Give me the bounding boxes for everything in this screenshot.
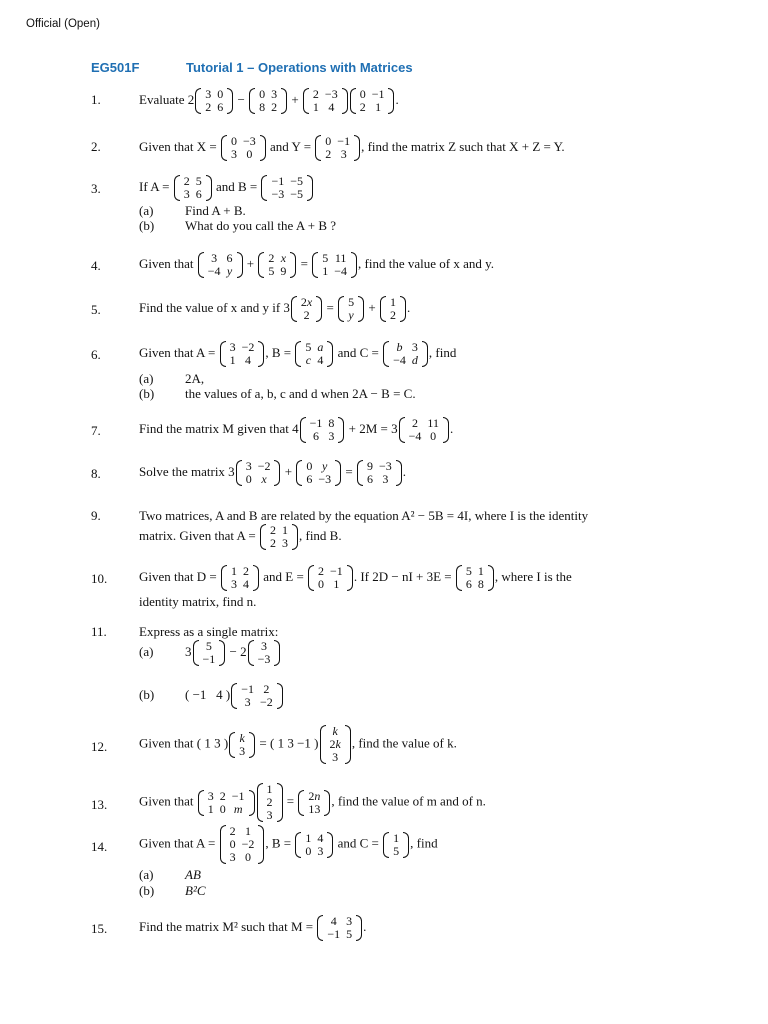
matrix: 0 −1 2 1 <box>350 88 395 114</box>
question-text: and C = <box>334 835 383 851</box>
question-text: Given that A = <box>139 835 219 851</box>
sub-text: the values of a, b, c and d when 2A − B = C. <box>185 386 416 401</box>
sub-text: Find A + B. <box>185 203 246 218</box>
question-number: 8. <box>91 466 101 481</box>
question-number: 2. <box>91 139 101 154</box>
sub-text: B²C <box>185 883 206 898</box>
sub-label: (a) <box>139 643 154 659</box>
matrix: 2x 2 <box>291 296 322 322</box>
question-text: , where I is the <box>494 568 572 584</box>
matrix: 0 −1 2 3 <box>315 135 360 161</box>
question-text: and Y = <box>266 138 315 154</box>
matrix: 3 −2 1 4 <box>220 341 265 367</box>
matrix: 2 −1 0 1 <box>308 565 353 591</box>
matrix: 3 6 −4 y <box>198 252 243 278</box>
question-number: 14. <box>91 839 108 854</box>
question-number: 7. <box>91 423 101 438</box>
question-text: Given that X = <box>139 138 220 154</box>
question-text: and E = <box>259 568 308 584</box>
matrix: 0 3 8 2 <box>249 88 287 114</box>
sub-label: (b) <box>139 883 155 898</box>
question-number: 13. <box>91 797 108 812</box>
matrix: 5 11 1 −4 <box>312 252 357 278</box>
matrix: 2 −3 1 4 <box>303 88 348 114</box>
matrix: b 3 −4 d <box>383 341 428 367</box>
question-number: 1. <box>91 92 101 107</box>
question-text: , find the value of x and y. <box>358 255 494 271</box>
matrix: 0 y 6 −3 <box>296 460 341 486</box>
matrix: −1 2 3 −2 <box>231 683 283 709</box>
question-text: If A = <box>139 178 173 194</box>
question-text: Given that <box>139 793 197 809</box>
sub-label: (a) <box>139 203 154 218</box>
sub-text: 2A, <box>185 371 205 386</box>
question-number: 10. <box>91 571 108 586</box>
matrix: 5 a c 4 <box>295 341 333 367</box>
question-number: 9. <box>91 508 101 523</box>
sub-label: (a) <box>139 371 154 386</box>
question-text: , find <box>410 835 438 851</box>
sub-text: AB <box>185 867 201 882</box>
question-number: 6. <box>91 347 101 362</box>
sub-label: (b) <box>139 218 155 233</box>
matrix: 2 1 0 −2 3 0 <box>220 825 265 864</box>
sub-text: What do you call the A + B ? <box>185 218 337 233</box>
matrix: 2 11 −4 0 <box>399 417 449 443</box>
question-text: Find the matrix M given that 4 <box>139 420 299 436</box>
matrix: 5 1 6 8 <box>456 565 494 591</box>
matrix: 1 2 3 <box>257 783 283 822</box>
question-text: , find the matrix Z such that X + Z = Y. <box>361 138 565 154</box>
matrix: 9 −3 6 3 <box>357 460 402 486</box>
matrix: 1 5 <box>383 832 409 858</box>
question-text: = ( 1 3 −1 ) <box>256 735 319 751</box>
question-text: Find the value of x and y if 3 <box>139 299 290 315</box>
question-number: 12. <box>91 739 108 754</box>
matrix: 5 y <box>338 296 364 322</box>
question-text: Given that D = <box>139 568 220 584</box>
question-number: 11. <box>91 624 107 639</box>
question-text: . <box>402 463 406 479</box>
question-text: , find <box>428 344 457 360</box>
question-text: . <box>406 299 411 315</box>
matrix: 0 −3 3 0 <box>221 135 266 161</box>
tutorial-title: Tutorial 1 – Operations with Matrices <box>186 60 413 75</box>
question-text: + 2M = 3 <box>345 420 398 436</box>
question-text: identity matrix, find n. <box>139 594 257 609</box>
matrix: −1 8 6 3 <box>300 417 345 443</box>
question-number: 5. <box>91 302 101 317</box>
matrix: 2 x 5 9 <box>258 252 296 278</box>
question-text: Express as a single matrix: <box>139 624 279 639</box>
question-text: . <box>449 420 454 436</box>
question-text: Solve the matrix 3 <box>139 463 235 479</box>
matrix: 1 2 <box>380 296 406 322</box>
question-text: , find B. <box>298 527 342 543</box>
question-number: 4. <box>91 258 101 273</box>
question-text: Given that A = <box>139 344 219 360</box>
matrix: 3 −3 <box>248 640 281 666</box>
sub-label: (b) <box>139 386 155 401</box>
question-text: and B = <box>212 178 261 194</box>
question-text: . <box>363 918 367 934</box>
matrix: 2n 13 <box>298 790 330 816</box>
matrix: 2 5 3 6 <box>174 175 212 201</box>
sub-label: (a) <box>139 867 154 882</box>
matrix: 5 −1 <box>193 640 226 666</box>
question-text: . If 2D − nI + 3E = <box>353 568 455 584</box>
question-number: 3. <box>91 181 101 196</box>
question-text: , B = <box>265 835 295 851</box>
question-text: , find the value of k. <box>351 735 457 751</box>
matrix: 3 −2 0 x <box>236 460 281 486</box>
matrix: k 2k 3 <box>320 725 351 764</box>
matrix: 1 4 0 3 <box>295 832 333 858</box>
matrix: 3 2 −1 1 0 m <box>198 790 255 816</box>
matrix: 4 3 −1 5 <box>317 915 362 941</box>
question-text: Given that <box>139 255 197 271</box>
matrix: −1 −5 −3 −5 <box>261 175 313 201</box>
question-text: Find the matrix M² such that M = <box>139 918 317 934</box>
course-code: EG501F <box>91 60 140 75</box>
question-text: and C = <box>334 344 383 360</box>
question-text: Two matrices, A and B are related by the equation A² − 5B = 4I, where I is the identity <box>139 508 589 523</box>
matrix: 1 2 3 4 <box>221 565 259 591</box>
question-text: Evaluate 2 <box>139 91 195 107</box>
question-text: , B = <box>265 344 295 360</box>
question-text: , find the value of m and of n. <box>331 793 486 809</box>
matrix: 2 1 2 3 <box>260 524 298 550</box>
question-text: matrix. Given that A = <box>139 527 259 543</box>
question-text: Given that ( 1 3 ) <box>139 735 229 751</box>
classification-label: Official (Open) <box>26 18 100 30</box>
sub-label: (b) <box>139 686 155 702</box>
matrix: 3 0 2 6 <box>195 88 233 114</box>
matrix: k 3 <box>229 732 255 758</box>
question-number: 15. <box>91 921 108 936</box>
